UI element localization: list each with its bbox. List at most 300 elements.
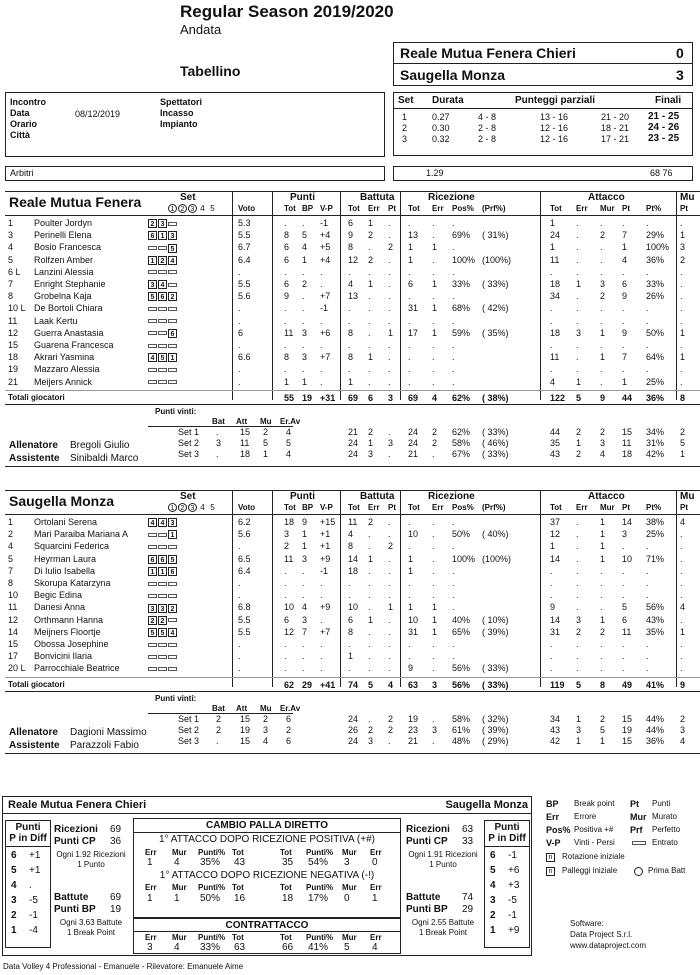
not-played	[158, 270, 167, 274]
not-played	[148, 344, 157, 348]
stat-cell: .	[320, 651, 323, 662]
player-number: 15	[8, 639, 19, 649]
start-rotation: 3	[158, 219, 167, 228]
stat-cell: 5.5	[238, 614, 251, 625]
stat-cell: 2	[600, 291, 606, 302]
pv-cell: 2	[680, 426, 686, 437]
stat-cell: +9	[320, 553, 331, 564]
pv-cell: 58%	[452, 437, 471, 448]
total-cell: 3	[432, 679, 438, 690]
start-rotation: 5	[158, 628, 167, 637]
stat-cell: .	[238, 340, 241, 350]
stat-cell: .	[432, 529, 435, 540]
pv-cell: 3	[263, 724, 269, 735]
total-cell: 36%	[646, 392, 665, 403]
stat-cell: .	[452, 590, 455, 601]
stat-cell: .	[680, 590, 683, 601]
total-cell: 62%	[452, 392, 471, 403]
stat-label: Battute	[406, 892, 441, 903]
not-played	[168, 307, 177, 311]
not-played	[158, 667, 167, 671]
col-header: Punti%	[198, 883, 226, 892]
stat-cell: .	[238, 376, 241, 387]
stat-cell: 6	[284, 614, 290, 625]
stat-cell: .	[576, 529, 579, 540]
stat-cell: .	[576, 651, 579, 662]
player-number: 8	[8, 578, 14, 588]
pv-cell: 42	[550, 735, 561, 746]
stat-cell: .	[622, 639, 625, 649]
set-number-label: 3	[188, 204, 197, 213]
stat-cell: 4	[680, 602, 686, 613]
stat-cell: .	[576, 553, 579, 564]
col-header: Err	[432, 204, 444, 213]
stat-cell: 9	[348, 230, 354, 241]
stat-cell: .	[600, 254, 603, 265]
info-label: Orario	[10, 119, 38, 129]
col-header: Err	[368, 204, 380, 213]
pv-cell: 15	[622, 735, 633, 746]
stat-cell: .	[368, 663, 371, 674]
stat-cell: .	[388, 529, 391, 540]
player-name: Meijners Floortje	[34, 626, 101, 637]
set-number: 1	[402, 112, 408, 122]
stat-cell: .	[432, 291, 435, 302]
not-played	[168, 582, 177, 586]
stat-cell: .	[622, 218, 625, 228]
col-header: Tot	[408, 503, 420, 512]
stat-cell: 6.7	[238, 242, 251, 253]
stat-cell: 1	[368, 553, 374, 564]
col-header: Punti%	[306, 883, 334, 892]
player-number: 2	[8, 529, 14, 540]
stat-cell: .	[388, 651, 391, 662]
rotation-diff: -1	[29, 910, 38, 921]
player-sets	[148, 363, 178, 375]
stat-cell: .	[368, 340, 371, 350]
col-header: Err	[576, 204, 588, 213]
not-played	[148, 545, 157, 549]
partial-score: 4 - 8	[478, 112, 497, 122]
col-group: Mu	[680, 192, 695, 203]
stat-cell: .	[646, 266, 649, 277]
stat-cell: 1	[600, 614, 606, 625]
stat-cell: 6	[348, 218, 354, 228]
stat-cell: .	[284, 651, 287, 662]
stat-cell: .	[408, 651, 411, 662]
home-sets-won: 0	[676, 45, 684, 61]
start-rotation: 3	[168, 518, 177, 527]
stat-cell: .	[238, 266, 241, 277]
stat-cell: 1	[680, 230, 686, 241]
set-duration: 0.27	[432, 112, 450, 122]
stat-cell: .	[302, 590, 305, 601]
player-number: 1	[8, 517, 14, 527]
player-name: Ortolani Serena	[34, 517, 98, 527]
pv-cell: 11	[240, 437, 250, 448]
col-header: BP	[302, 204, 314, 213]
pv-cell: 61%	[452, 724, 471, 735]
player-name: Parrocchiale Beatrice	[34, 663, 120, 674]
player-sets	[148, 217, 178, 229]
stat-cell: 71%	[646, 553, 665, 564]
not-played	[168, 618, 177, 622]
pv-cell: ( 33%)	[482, 426, 509, 437]
col-header: Pt	[388, 503, 396, 512]
stat-cell: .	[348, 340, 351, 350]
coach-name: Bregoli Giulio	[70, 439, 130, 451]
player-number: 5	[8, 254, 14, 265]
stat-cell: .	[348, 303, 351, 314]
stat-cell: .	[320, 663, 323, 674]
total-cell: 6	[368, 392, 374, 403]
first-serve-icon	[634, 867, 643, 876]
col-group: Mu	[680, 491, 695, 502]
stat-cell: .	[302, 565, 305, 576]
stat-cell: 2	[368, 230, 374, 241]
col-header: Err	[145, 933, 157, 942]
stat-cell: ( 33%)	[482, 663, 509, 674]
stat-cell: .	[452, 340, 455, 350]
total-cell: 69	[348, 392, 359, 403]
start-rotation: 6	[158, 292, 167, 301]
rotation-diff: +1	[29, 850, 41, 861]
stat-cell: .	[284, 590, 287, 601]
start-rotation: 3	[158, 604, 167, 613]
stat-cell: .	[600, 340, 603, 350]
pv-cell: 15	[622, 713, 633, 724]
player-sets	[148, 327, 178, 339]
stat-cell: +5	[320, 242, 331, 253]
stat-label: Punti CP	[54, 836, 96, 847]
col-header: Pt	[680, 503, 688, 512]
stat-cell: .	[368, 651, 371, 662]
stat-cell: .	[452, 315, 455, 326]
start-rotation: 1	[168, 353, 177, 362]
pv-cell: 24	[348, 437, 359, 448]
stat-cell: .	[408, 315, 411, 326]
pv-cell: 42%	[646, 448, 665, 459]
page-title: Regular Season 2019/2020	[180, 2, 394, 21]
stat-cell: 1	[408, 553, 414, 564]
pv-cell: 1	[576, 735, 582, 746]
stat-cell: .	[368, 590, 371, 601]
not-played	[148, 582, 157, 586]
info-label: Incasso	[160, 108, 194, 118]
stat-cell: ( 39%)	[482, 626, 509, 637]
not-played	[158, 380, 167, 384]
not-played	[158, 582, 167, 586]
stat-cell: .	[550, 266, 553, 277]
stat-cell: .	[302, 651, 305, 662]
away-team-name: Saugella Monza	[400, 67, 506, 83]
stat-cell: 1	[600, 541, 606, 552]
start-rotation: 6	[168, 567, 177, 576]
points-won-label: Punti vinti:	[155, 406, 197, 416]
pv-cell: .	[432, 448, 435, 459]
pv-cell: 5	[263, 437, 269, 448]
start-rotation: 4	[158, 280, 167, 289]
stat-cell: .	[284, 565, 287, 576]
stat-cell: 10	[408, 529, 419, 540]
not-played	[148, 246, 157, 250]
stat-cell: (100%)	[482, 553, 512, 564]
rotation-number: 5	[490, 865, 496, 876]
total-cell: 8	[600, 679, 606, 690]
stat-cell: 5.3	[238, 218, 251, 228]
stat-cell: 18	[550, 327, 561, 338]
setter-icon: n	[546, 867, 555, 876]
col-header: Mur	[342, 883, 357, 892]
stat-cell: .	[388, 517, 391, 527]
stat-cell: .	[576, 639, 579, 649]
rotation-number: 1	[490, 925, 496, 936]
legend-text: Entrato	[652, 838, 678, 847]
cambio-title: CAMBIO PALLA DIRETTO	[205, 820, 329, 831]
col-header: Tot	[284, 204, 296, 213]
player-sets	[148, 565, 178, 577]
pv-cell: 18	[622, 448, 633, 459]
stat-cell: .	[238, 303, 241, 314]
pv-cell: 21	[348, 426, 359, 437]
player-sets	[148, 266, 178, 278]
start-rotation: 5	[158, 353, 167, 362]
stat-cell: .	[388, 565, 391, 576]
stat-cell: 13	[348, 291, 359, 302]
start-rotation: 4	[148, 353, 157, 362]
stat-cell: 6.4	[238, 565, 251, 576]
rotation-diff: -5	[508, 895, 517, 906]
stat-cell: .	[600, 590, 603, 601]
stat-cell: 1	[432, 614, 438, 625]
stat-cell: .	[432, 364, 435, 375]
pv-cell: 43	[550, 724, 561, 735]
col-header: Mur	[172, 883, 187, 892]
stat-cell: 1	[408, 565, 414, 576]
stat-cell: .	[432, 218, 435, 228]
start-rotation: 2	[168, 292, 177, 301]
stat-cell: .	[452, 376, 455, 387]
stat-cell: 5.5	[238, 230, 251, 241]
stat-cell: 17%	[308, 893, 329, 904]
set-number-label: 1	[168, 204, 177, 213]
pv-cell: 3	[388, 437, 394, 448]
player-sets	[148, 229, 178, 241]
stat-cell: 2	[576, 626, 582, 637]
assistant-name: Parazzoli Fabio	[70, 739, 139, 751]
pv-cell: 2	[263, 426, 269, 437]
stat-cell: 6	[348, 614, 354, 625]
stat-cell: +1	[320, 529, 331, 540]
away-sets-won: 3	[676, 67, 684, 83]
col-header: Pt	[680, 204, 688, 213]
stat-cell: 43	[234, 857, 246, 868]
pv-cell: 19	[408, 713, 419, 724]
stat-cell: 37	[550, 517, 561, 527]
stat-cell: .	[348, 639, 351, 649]
pv-cell: 2	[600, 426, 606, 437]
points-diff-sub: P in Diff	[9, 833, 47, 844]
pv-cell: 23	[408, 724, 419, 735]
stat-cell: 40%	[452, 614, 471, 625]
stat-cell: 2	[368, 517, 374, 527]
legend-abbr: BP	[546, 799, 559, 809]
col-header: Mur	[600, 503, 615, 512]
player-name: Guarena Francesca	[34, 340, 114, 350]
stat-cell: 8	[348, 352, 354, 363]
start-rotation: 4	[168, 256, 177, 265]
start-rotation: 5	[148, 628, 157, 637]
stat-cell: 50%	[646, 327, 665, 338]
stat-cell: .	[576, 663, 579, 674]
player-sets	[148, 662, 178, 674]
total-cell: 41%	[646, 679, 665, 690]
final-score: 21 - 25	[648, 111, 680, 122]
pv-cell: 6	[286, 713, 292, 724]
player-name: Bonvicini Ilaria	[34, 651, 93, 662]
col-header: Err	[145, 883, 157, 892]
total-cell: 122	[550, 392, 566, 403]
col-group: Ricezione	[428, 491, 475, 502]
stat-cell: 25%	[646, 529, 665, 540]
pv-cell: .	[216, 735, 219, 746]
pv-cell: 1	[680, 448, 686, 459]
pv-cell: 24	[348, 448, 359, 459]
col-group: Ricezione	[428, 192, 475, 203]
stat-cell: .	[368, 266, 371, 277]
start-rotation: 3	[148, 604, 157, 613]
col-group: Battuta	[360, 491, 395, 502]
stat-note: 1 Punto	[429, 860, 457, 869]
stat-cell: 1	[680, 327, 686, 338]
player-number: 5	[8, 553, 14, 564]
stat-cell: .	[368, 242, 371, 253]
player-name: Begic Edina	[34, 590, 83, 601]
stat-cell: 41%	[308, 942, 329, 953]
stat-cell: 100%	[646, 242, 670, 253]
pv-cell: 2	[680, 713, 686, 724]
legend-text: Positiva +#	[574, 825, 614, 834]
stat-cell: 4	[680, 517, 686, 527]
stat-cell: +1	[320, 541, 331, 552]
stat-cell: .	[432, 590, 435, 601]
col-header: Tot	[348, 204, 360, 213]
start-rotation: 5	[148, 292, 157, 301]
pv-cell: 24	[348, 735, 359, 746]
stat-cell: .	[320, 340, 323, 350]
not-played	[168, 222, 177, 226]
stat-cell: .	[388, 291, 391, 302]
info-label: Città	[10, 130, 30, 140]
stat-cell: .	[302, 364, 305, 375]
stat-cell: 1	[284, 376, 290, 387]
stat-cell: 8	[284, 230, 290, 241]
player-sets	[148, 241, 178, 253]
stat-cell: 33%	[452, 279, 471, 289]
player-name: Rolfzen Amber	[34, 254, 94, 265]
stat-cell: 0	[344, 893, 350, 904]
stat-cell: 6.4	[238, 254, 251, 265]
total-cell: 3	[388, 392, 394, 403]
stat-cell: .	[388, 553, 391, 564]
stat-cell: .	[646, 663, 649, 674]
pv-cell: 3	[368, 448, 374, 459]
player-number: 15	[8, 340, 19, 350]
pv-cell: ( 46%)	[482, 437, 509, 448]
player-sets	[148, 577, 178, 589]
stat-cell: .	[432, 553, 435, 564]
total-cell: 8	[680, 392, 686, 403]
stat-cell: 24	[550, 230, 561, 241]
stat-cell: 10	[408, 614, 419, 625]
stat-cell: 2	[368, 254, 374, 265]
pv-cell: 2	[432, 426, 438, 437]
stat-cell: .	[576, 590, 579, 601]
col-header: Pt	[388, 204, 396, 213]
stat-cell: 54%	[308, 857, 329, 868]
start-rotation: 6	[148, 555, 157, 564]
stat-cell: .	[284, 364, 287, 375]
stat-cell: 68%	[452, 303, 471, 314]
stat-cell: 13	[408, 230, 419, 241]
not-played	[168, 655, 177, 659]
stat-cell: .	[680, 639, 683, 649]
pv-cell: 2	[263, 713, 269, 724]
stat-cell: ( 42%)	[482, 303, 509, 314]
player-sets	[148, 254, 178, 266]
col-header: Voto	[238, 503, 256, 512]
col-header: Pt	[622, 503, 630, 512]
total-cell: 5	[576, 679, 582, 690]
player-name: Obossa Josephine	[34, 639, 109, 649]
set-label: Set 3	[178, 448, 200, 459]
stat-cell: 1	[302, 376, 308, 387]
stat-cell: .	[302, 315, 305, 326]
set-number-label: 2	[178, 503, 187, 512]
pv-cell: 58%	[452, 713, 471, 724]
stat-note: 1 Break Point	[66, 928, 116, 937]
stat-cell: .	[432, 565, 435, 576]
pv-cell: 3	[600, 437, 606, 448]
partial-score: 17 - 21	[601, 134, 630, 144]
stat-cell: 1	[432, 279, 438, 289]
pv-cell: ( 39%)	[482, 724, 509, 735]
stat-value: 19	[110, 904, 122, 915]
stat-cell: 2	[284, 541, 290, 552]
stat-cell: .	[388, 614, 391, 625]
stat-cell: 100%	[452, 553, 476, 564]
referee-label: Arbitri	[10, 168, 34, 178]
pv-cell: 11	[622, 437, 632, 448]
stat-cell: .	[284, 218, 287, 228]
player-name: Meijers Annick	[34, 376, 93, 387]
stat-cell: 43%	[646, 614, 665, 625]
stat-cell: .	[388, 590, 391, 601]
stat-value: 69	[110, 824, 122, 835]
stat-cell: .	[368, 327, 371, 338]
start-rotation: 1	[148, 567, 157, 576]
pv-cell: 36%	[646, 735, 665, 746]
player-number: 3	[8, 230, 14, 241]
rotation-number: 6	[490, 850, 496, 861]
not-played	[168, 368, 177, 372]
stat-cell: 3	[147, 942, 153, 953]
final-score: 24 - 26	[648, 122, 680, 133]
col-header: (Prf%)	[482, 204, 506, 213]
stat-cell: .	[680, 651, 683, 662]
points-won-col: Bat	[212, 703, 225, 713]
legend-abbr: Prf	[630, 825, 643, 835]
